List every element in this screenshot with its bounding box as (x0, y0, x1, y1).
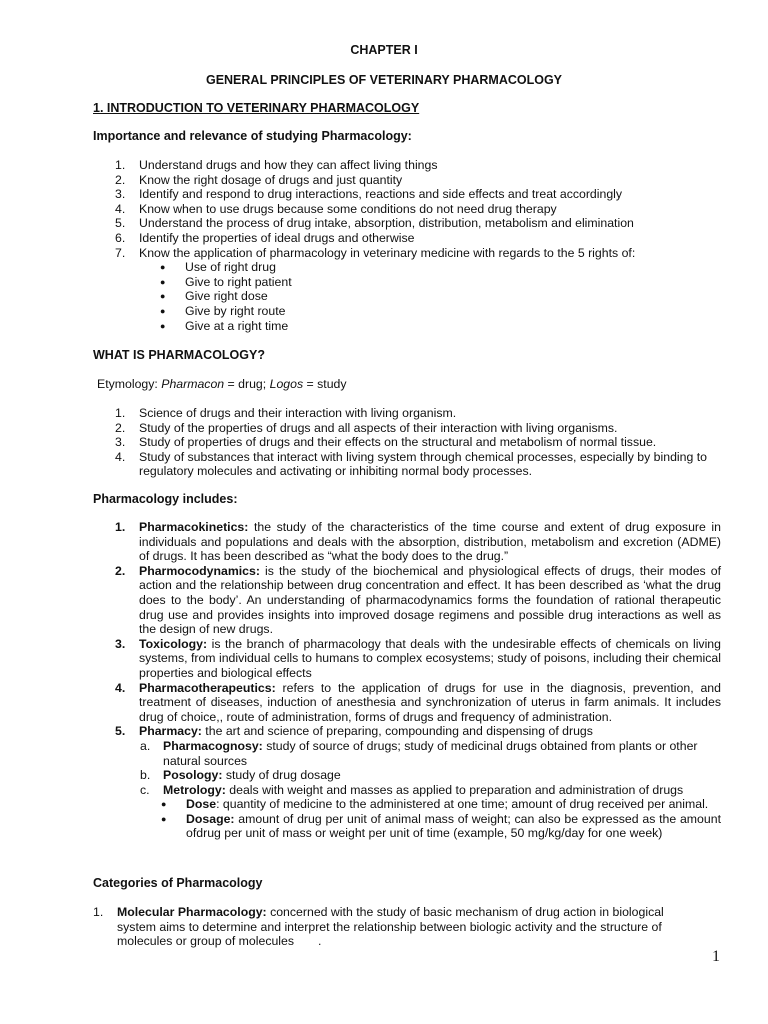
bullet-icon: ● (160, 305, 166, 316)
list-item: 7. Know the application of pharmacology in veterinary medicine with regards to the 5 rights of: (115, 245, 636, 260)
list-item: 4. Pharmacotherapeutics: refers to the application of drugs for use in the diagnosis, prevention, and treatment of diseases, induction of anesthesia and synchronization of uterus in farm animals. It includes drug of choice,, route of administration, forms of drugs and frequency of administration. (115, 680, 721, 724)
includes-heading: Pharmacology includes: (93, 492, 238, 506)
list-item: 1. Molecular Pharmacology: concerned with the study of basic mechanism of drug action in biological system aims to determine and interpret the relationship between biologic activity and the structure of molecules or group of molecules . (93, 905, 664, 949)
bullet-icon: ● (161, 813, 167, 824)
list-item: 2. Know the right dosage of drugs and just quantity (115, 172, 403, 187)
importance-heading: Importance and relevance of studying Pharmacology: (93, 129, 412, 143)
section-heading: 1. INTRODUCTION TO VETERINARY PHARMACOLOGY (93, 101, 420, 115)
bullet-item: ● Dose: quantity of medicine to the administered at one time; amount of drug received per animal. (161, 797, 709, 812)
what-heading: WHAT IS PHARMACOLOGY? (93, 348, 265, 362)
page-number: 1 (712, 948, 720, 965)
bullet-icon: ● (160, 276, 166, 287)
chapter-title: GENERAL PRINCIPLES OF VETERINARY PHARMACOLOGY (205, 73, 563, 87)
list-item: 3. Identify and respond to drug interactions, reactions and side effects and treat accordingly (115, 187, 623, 202)
bullet-item: ● Give to right patient (160, 274, 292, 289)
sub-item: b. Posology: study of drug dosage (140, 768, 341, 783)
importance-list (93, 158, 693, 333)
list-item: 1. Pharmacokinetics: the study of the characteristics of the time course and extent of drug exposure in individuals and populations and deals with the absorption, distribution, metabolism and excretion (ADME) of drugs. It has been described as “what the body does to the drug.” (115, 520, 721, 564)
list-item: 2. Study of the properties of drugs and all aspects of their interaction with living organisms. (115, 420, 618, 435)
bullet-item: ● Give right dose (160, 289, 268, 304)
list-item: 4. Know when to use drugs because some conditions do not need drug therapy (115, 201, 557, 216)
categories-heading: Categories of Pharmacology (93, 876, 263, 890)
bullet-icon: ● (160, 320, 166, 331)
bullet-icon: ● (160, 291, 166, 302)
list-item: 6. Identify the properties of ideal drugs and otherwise (115, 230, 415, 245)
list-item: 1. Science of drugs and their interaction with living organism. (115, 406, 457, 420)
etymology-line: Etymology: Pharmacon = drug; Logos = study (97, 377, 347, 391)
list-item: 5. Pharmacy: the art and science of preparing, compounding and dispensing of drugs (115, 724, 593, 739)
categories-list (93, 905, 689, 949)
bullet-item: ● Use of right drug (160, 260, 276, 275)
includes-list (93, 520, 721, 841)
bullet-icon: ● (160, 262, 166, 273)
list-item: 3. Study of properties of drugs and their effects on the structural and metabolism of normal tissue. (115, 435, 657, 450)
bullet-item: ● Dosage: amount of drug per unit of animal mass of weight; can also be expressed as the amount ofdrug per unit of mass or weight per unit of time (example, 50 mg/kg/day for one week) (161, 811, 721, 841)
sub-item: a. Pharmacognosy: study of source of drugs; study of medicinal drugs obtained from plants or other natural sources (140, 738, 698, 768)
list-item: 3. Toxicology: is the branch of pharmacology that deals with the undesirable effects of chemicals on living systems, from individual cells to humans to complex ecosystems; study of poisons, including their chemical properties and biological effects (115, 636, 721, 680)
bullet-item: ● Give by right route (160, 303, 286, 318)
bullet-item: ● Give at a right time (160, 318, 289, 333)
bullet-icon: ● (161, 799, 167, 810)
list-item: 2. Pharmocodynamics: is the study of the biochemical and physiological effects of drugs, their modes of action and the relationship between drug concentration and effect. It has been described as ‘what the drug does to the body’. An understanding of pharmacodynamics forms the foundation of rational therapeutic drug use and provides insights into improved dosage regimens and possible drug interactions as well as the design of new drugs. (115, 563, 721, 637)
list-item: 1. Understand drugs and how they can affect living things (115, 158, 438, 172)
definition-list (93, 406, 723, 479)
list-item: 4. Study of substances that interact with living system through chemical processes, especially by binding to regulatory molecules and activating or inhibiting normal body processes. (115, 449, 707, 479)
list-item: 5. Understand the process of drug intake, absorption, distribution, metabolism and elimination (115, 216, 634, 231)
sub-item: c. Metrology: deals with weight and masses as applied to preparation and administration of drugs (140, 782, 684, 797)
chapter-label: CHAPTER I (350, 43, 418, 57)
